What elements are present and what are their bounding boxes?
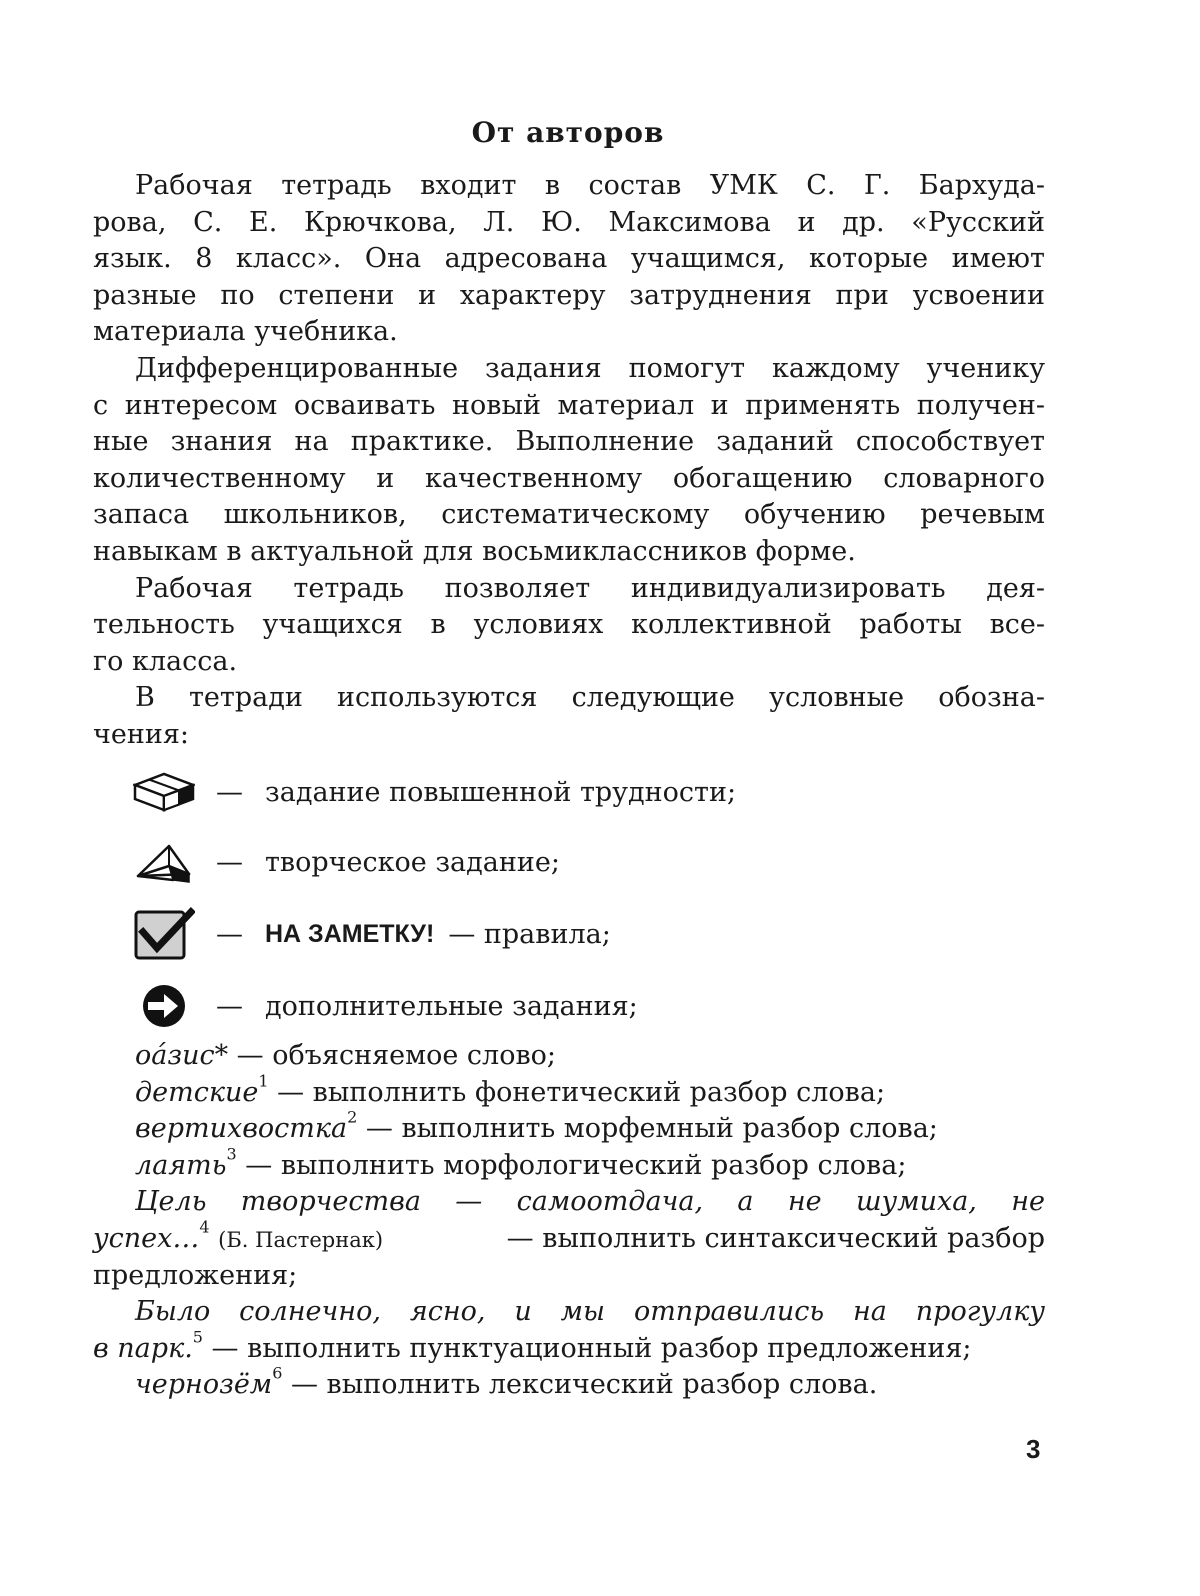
note-6-word: в парк. <box>93 1332 193 1364</box>
p4-line-1: В тетради используются следующие условные обозна- <box>135 682 1045 714</box>
page-number: 3 <box>1026 1434 1041 1464</box>
note-3-sup: 2 <box>347 1107 358 1127</box>
legend-creative-text: творческое задание; <box>265 846 560 878</box>
p2-line-3: ные знания на практике. Выполнение заданий способствует <box>93 426 1045 458</box>
p2-line-2: с интересом осваивать новый материал и применять получен- <box>93 389 1045 421</box>
p2-line-6: навыкам в актуальной для восьмиклассников форме. <box>93 535 856 567</box>
note-3 <box>93 1107 1045 1148</box>
legend-dash: — <box>216 990 243 1022</box>
note-4-text: — выполнить морфологический разбор слова; <box>236 1149 907 1181</box>
intro-text <box>93 168 1045 754</box>
note-4-word: лаять <box>135 1149 227 1181</box>
note-5-word: успех… <box>93 1222 200 1254</box>
p4-line-2: чения: <box>93 718 189 750</box>
note-2-text: — выполнить фонетический разбор слова; <box>268 1076 886 1108</box>
note-7-sup: 6 <box>272 1363 283 1383</box>
p2-line-5: запаса школьников, систематическому обучению речевым <box>93 499 1045 531</box>
note-4 <box>93 1144 1045 1185</box>
note-5-line-1 <box>93 1184 1045 1221</box>
p3-line-1: Рабочая тетрадь позволяет индивидуализировать дея- <box>135 572 1045 604</box>
note-2-word: детские <box>135 1076 259 1108</box>
note-5-sup: 4 <box>199 1217 210 1237</box>
legend-extra-text: дополнительные задания; <box>265 990 638 1022</box>
legend-dash: — <box>216 918 243 950</box>
p1-line-1: Рабочая тетрадь входит в состав УМК С. Г. Бархуда- <box>135 170 1045 201</box>
legend-difficult <box>132 762 736 822</box>
legend-dash: — <box>216 776 243 808</box>
note-3-word: вертихвостка <box>135 1113 348 1145</box>
p1-line-3: язык. 8 класс». Она адресована учащимся, которые имеют <box>93 243 1045 275</box>
note-6-line-1 <box>93 1294 1045 1331</box>
page-title: От авторов <box>471 116 665 149</box>
p2-line-1: Дифференцированные задания помогут каждому ученику <box>135 352 1045 384</box>
checkbox-icon <box>132 906 196 962</box>
legend-dash: — <box>216 846 243 878</box>
legend-note <box>132 904 611 964</box>
note-5-text: — выполнить синтаксический разбор <box>506 1222 1045 1254</box>
note-1-text: — объясняемое слово; <box>228 1040 557 1071</box>
note-6-line-2 <box>93 1327 1045 1368</box>
legend-note-text: — правила; <box>448 918 611 950</box>
note-6-text: — выполнить пунктуационный разбор предложения; <box>202 1332 972 1364</box>
p1-line-4: разные по степени и характеру затруднения при усвоении <box>93 279 1045 311</box>
cube-icon <box>132 764 196 820</box>
p3-line-3: го класса. <box>93 645 238 677</box>
legend-creative <box>132 832 560 892</box>
legend-extra <box>132 976 638 1036</box>
note-7-word: чернозём <box>135 1369 273 1401</box>
legend-difficult-text: задание повышенной трудности; <box>265 776 737 808</box>
note-5-left <box>93 1217 384 1258</box>
note-6-sentence: Было солнечно, ясно, и мы отправились на прогулку <box>135 1296 1045 1328</box>
note-4-sup: 3 <box>226 1144 237 1164</box>
note-1 <box>93 1038 1045 1075</box>
note-3-text: — выполнить морфемный разбор слова; <box>357 1113 938 1145</box>
p3-line-2: тельность учащихся в условиях коллективной работы все- <box>93 609 1045 641</box>
arrow-circle-icon <box>132 978 196 1034</box>
marks-legend <box>93 1038 1045 1404</box>
note-6-sup: 5 <box>192 1327 203 1347</box>
p1-line-2: рова, С. Е. Крючкова, Л. Ю. Максимова и др. «Русский <box>93 206 1045 238</box>
note-5-sentence: Цель творчества — самоотдача, а не шумиха, не <box>135 1186 1045 1218</box>
note-2 <box>93 1071 1045 1112</box>
note-5-line-2 <box>93 1217 1045 1258</box>
note-7-text: — выполнить лексический разбор слова. <box>282 1369 878 1401</box>
note-1-word: оа́зис* <box>135 1040 229 1071</box>
paper-plane-icon <box>132 834 196 890</box>
p2-line-4: количественному и качественному обогащению словарного <box>93 462 1045 494</box>
note-5-author: (Б. Пастернак) <box>218 1227 384 1252</box>
legend-note-bold: НА ЗАМЕТКУ! <box>265 919 435 948</box>
note-5-line-3: предложения; <box>93 1259 298 1291</box>
p1-line-5: материала учебника. <box>93 316 398 348</box>
note-7 <box>93 1363 1045 1404</box>
note-2-sup: 1 <box>258 1071 269 1091</box>
